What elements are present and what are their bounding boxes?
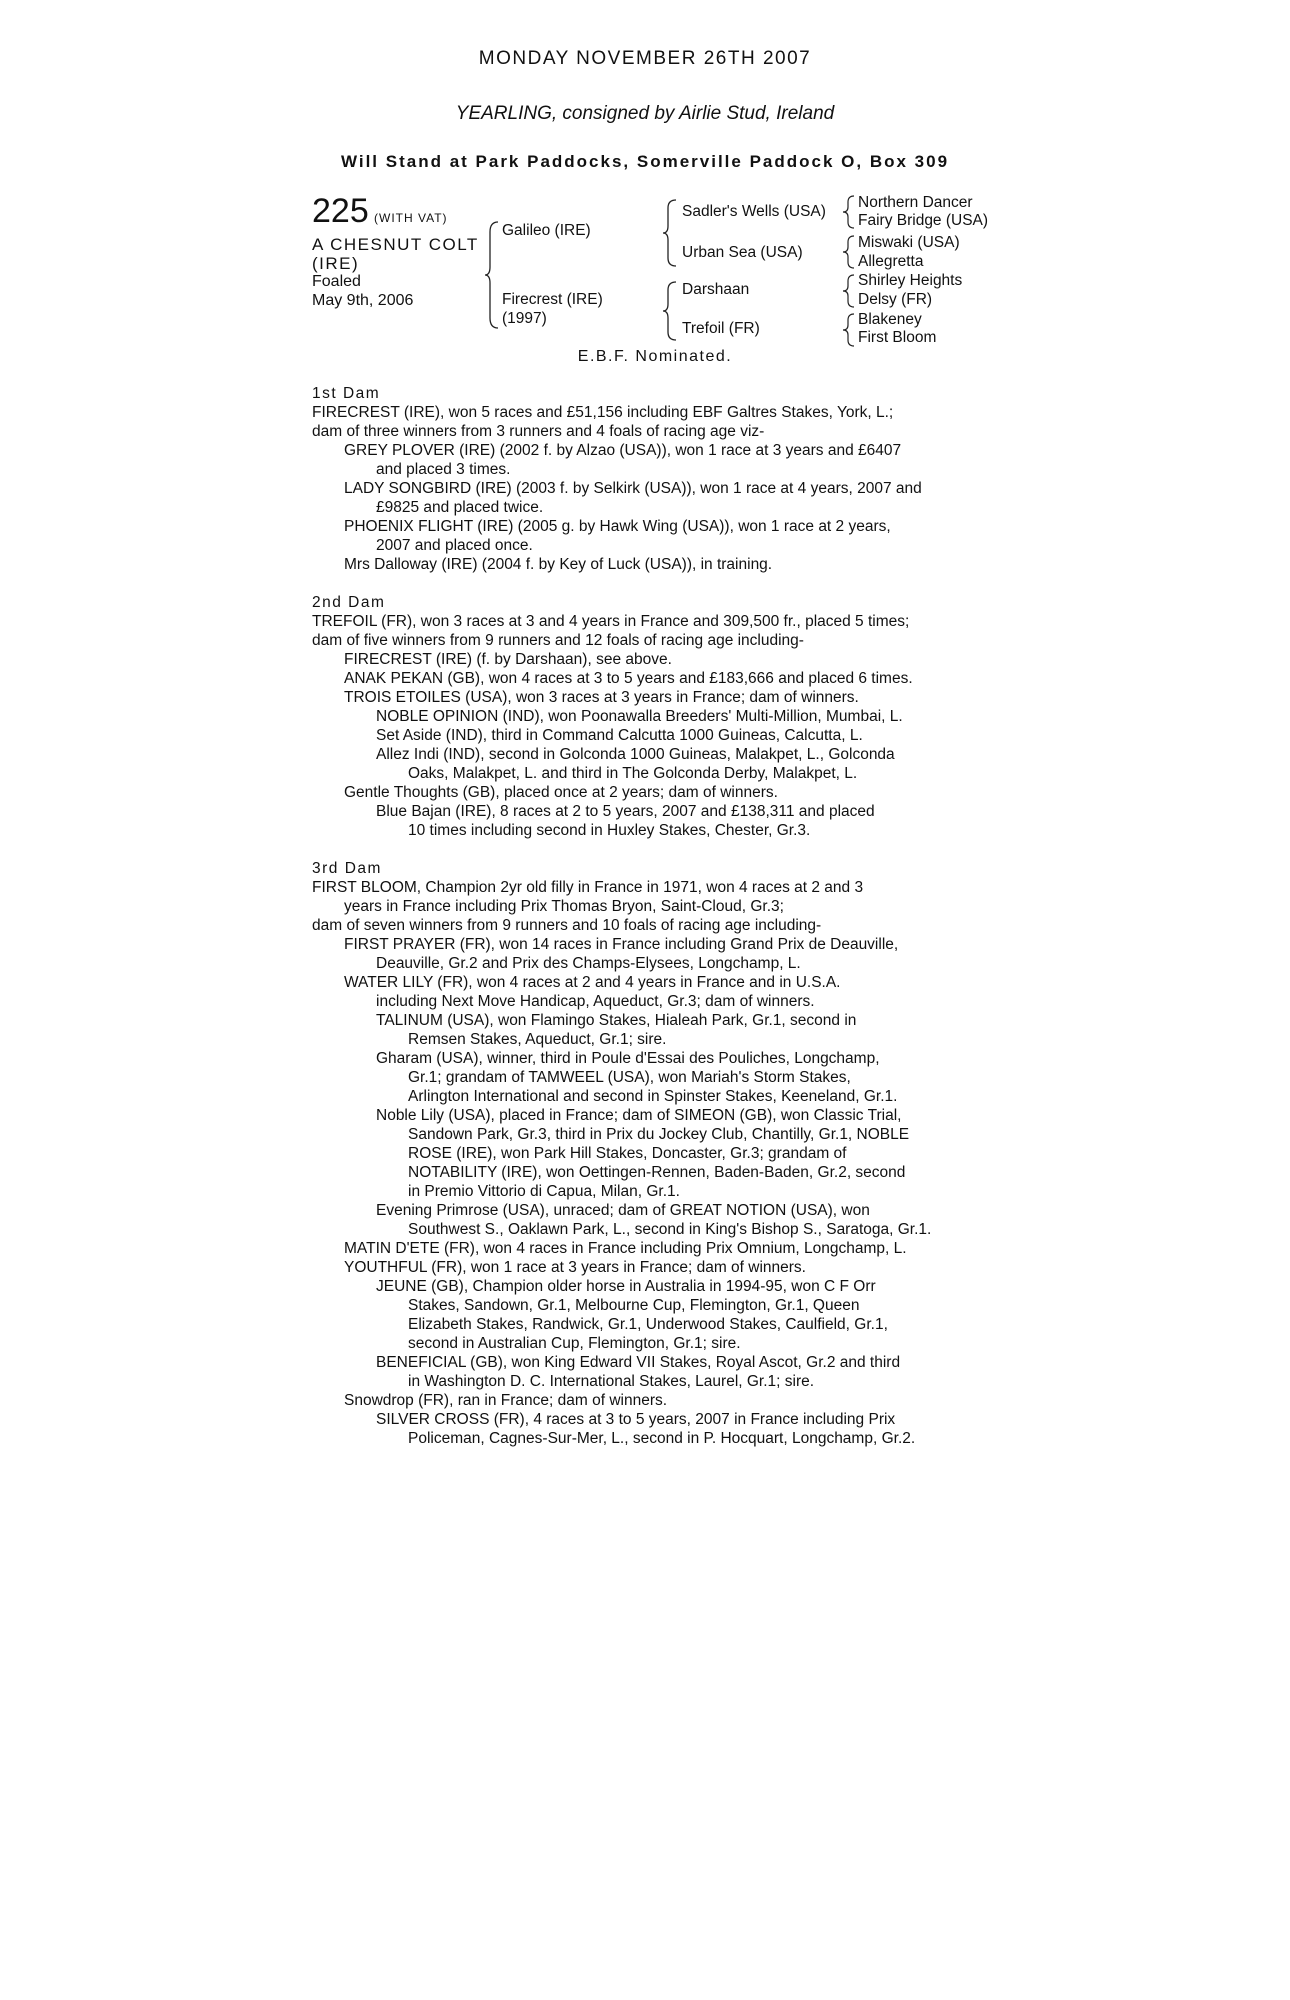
pedigree-line: £9825 and placed twice. xyxy=(376,499,544,516)
pedigree-line: NOTABILITY (IRE), won Oettingen-Rennen, Baden-Baden, Gr.2, second xyxy=(408,1164,906,1181)
pedigree-line: Stakes, Sandown, Gr.1, Melbourne Cup, Flemington, Gr.1, Queen xyxy=(408,1297,860,1314)
pedigree-line: Oaks, Malakpet, L. and third in The Golconda Derby, Malakpet, L. xyxy=(408,765,858,782)
pedigree-line: second in Australian Cup, Flemington, Gr.1; sire. xyxy=(408,1335,741,1352)
pedigree-line: Sandown Park, Gr.3, third in Prix du Jockey Club, Chantilly, Gr.1, NOBLE xyxy=(408,1126,910,1143)
pedigree-line: in Premio Vittorio di Capua, Milan, Gr.1. xyxy=(408,1183,680,1200)
pedigree-line: dam of three winners from 3 runners and 4 foals of racing age viz- xyxy=(312,423,765,440)
pedigree-line: dam of seven winners from 9 runners and 10 foals of racing age including- xyxy=(312,917,822,934)
pedigree-line: SILVER CROSS (FR), 4 races at 3 to 5 years, 2007 in France including Prix xyxy=(376,1411,896,1428)
dam-section-heading: 1st Dam xyxy=(312,385,381,402)
pedigree-line: Noble Lily (USA), placed in France; dam of SIMEON (GB), won Classic Trial, xyxy=(376,1107,902,1124)
pedigree-line: LADY SONGBIRD (IRE) (2003 f. by Selkirk (USA)), won 1 race at 4 years, 2007 and xyxy=(344,480,922,497)
dd-sire-name: Blakeney xyxy=(858,311,922,328)
sale-date: MONDAY NOVEMBER 26TH 2007 xyxy=(478,48,812,69)
foaled-label: Foaled xyxy=(312,273,361,290)
ds-sire-name: Shirley Heights xyxy=(858,272,963,289)
pedigree-line: ROSE (IRE), won Park Hill Stakes, Doncaster, Gr.3; grandam of xyxy=(408,1145,847,1162)
ss-sire-name: Northern Dancer xyxy=(858,194,973,211)
stand-location: Will Stand at Park Paddocks, Somerville Paddock O, Box 309 xyxy=(340,152,950,171)
pedigree-line: Deauville, Gr.2 and Prix des Champs-Elysees, Longchamp, L. xyxy=(376,955,801,972)
pedigree-line: Blue Bajan (IRE), 8 races at 2 to 5 years, 2007 and £138,311 and placed xyxy=(376,803,875,820)
pedigree-line: Mrs Dalloway (IRE) (2004 f. by Key of Luck (USA)), in training. xyxy=(344,556,773,573)
sire-sire-name: Sadler's Wells (USA) xyxy=(682,203,826,220)
spacer xyxy=(312,840,992,859)
pedigree-line: Remsen Stakes, Aqueduct, Gr.1; sire. xyxy=(408,1031,667,1048)
pedigree-line: including Next Move Handicap, Aqueduct, Gr.3; dam of winners. xyxy=(376,993,815,1010)
dam-section-heading: 2nd Dam xyxy=(312,594,386,611)
foaled-info xyxy=(312,272,413,310)
spacer xyxy=(312,574,992,593)
dd-dam-name: First Bloom xyxy=(858,329,937,346)
pedigree-line: Allez Indi (IND), second in Golconda 1000 Guineas, Malakpet, L., Golconda xyxy=(376,746,895,763)
foaled-date: May 9th, 2006 xyxy=(312,292,414,309)
pedigree-line: TROIS ETOILES (USA), won 3 races at 3 years in France; dam of winners. xyxy=(344,689,859,706)
sire-name: Galileo (IRE) xyxy=(502,222,591,239)
pedigree-line: Southwest S., Oaklawn Park, L., second in King's Bishop S., Saratoga, Gr.1. xyxy=(408,1221,932,1238)
pedigree-line: YOUTHFUL (FR), won 1 race at 3 years in France; dam of winners. xyxy=(344,1259,806,1276)
pedigree-line: Arlington International and second in Spinster Stakes, Keeneland, Gr.1. xyxy=(408,1088,898,1105)
produce-record xyxy=(312,384,992,1448)
pedigree-line: ANAK PEKAN (GB), won 4 races at 3 to 5 years and £183,666 and placed 6 times. xyxy=(344,670,913,687)
brace-sire-side xyxy=(662,198,678,268)
horse-line-2: (IRE) xyxy=(312,254,360,273)
dam-dam-name: Trefoil (FR) xyxy=(682,320,760,337)
ss-dam-name: Fairy Bridge (USA) xyxy=(858,212,989,229)
pedigree-line: TREFOIL (FR), won 3 races at 3 and 4 years in France and 309,500 fr., placed 5 times; xyxy=(312,613,910,630)
pedigree-line: 2007 and placed once. xyxy=(376,537,533,554)
pedigree-line: and placed 3 times. xyxy=(376,461,511,478)
pedigree-line: BENEFICIAL (GB), won King Edward VII Stakes, Royal Ascot, Gr.2 and third xyxy=(376,1354,901,1371)
pedigree-line: FIRST PRAYER (FR), won 14 races in France including Grand Prix de Deauville, xyxy=(344,936,899,953)
brace-gen3-3 xyxy=(840,273,856,309)
dam-sire-name: Darshaan xyxy=(682,281,750,298)
pedigree-line: in Washington D. C. International Stakes, Laurel, Gr.1; sire. xyxy=(408,1373,815,1390)
brace-dam-side xyxy=(662,280,678,342)
pedigree-line: JEUNE (GB), Champion older horse in Australia in 1994-95, won C F Orr xyxy=(376,1278,876,1295)
pedigree-line: MATIN D'ETE (FR), won 4 races in France including Prix Omnium, Longchamp, L. xyxy=(344,1240,907,1257)
pedigree-line: GREY PLOVER (IRE) (2002 f. by Alzao (USA)), won 1 race at 3 years and £6407 xyxy=(344,442,902,459)
vat-note: (WITH VAT) xyxy=(374,211,448,225)
pedigree-line: Elizabeth Stakes, Randwick, Gr.1, Underwood Stakes, Caulfield, Gr.1, xyxy=(408,1316,888,1333)
brace-gen3-1 xyxy=(840,194,856,230)
ds-dam-name: Delsy (FR) xyxy=(858,291,933,308)
pedigree-line: 10 times including second in Huxley Stakes, Chester, Gr.3. xyxy=(408,822,811,839)
pedigree-line: Evening Primrose (USA), unraced; dam of GREAT NOTION (USA), won xyxy=(376,1202,870,1219)
pedigree-line: dam of five winners from 9 runners and 12 foals of racing age including- xyxy=(312,632,804,649)
sire-dam-name: Urban Sea (USA) xyxy=(682,244,803,261)
pedigree-line: FIRECREST (IRE), won 5 races and £51,156 including EBF Galtres Stakes, York, L.; xyxy=(312,404,894,421)
sd-sire-name: Miswaki (USA) xyxy=(858,234,960,251)
brace-gen3-4 xyxy=(840,312,856,348)
dam-name-line-1: Firecrest (IRE) xyxy=(502,291,603,308)
pedigree-line: FIRST BLOOM, Champion 2yr old filly in France in 1971, won 4 races at 2 and 3 xyxy=(312,879,864,896)
pedigree-line: NOBLE OPINION (IND), won Poonawalla Breeders' Multi-Million, Mumbai, L. xyxy=(376,708,903,725)
pedigree-line: Set Aside (IND), third in Command Calcutta 1000 Guineas, Calcutta, L. xyxy=(376,727,863,744)
pedigree-line: years in France including Prix Thomas Bryon, Saint-Cloud, Gr.3; xyxy=(344,898,784,915)
pedigree-line: Policeman, Cagnes-Sur-Mer, L., second in P. Hocquart, Longchamp, Gr.2. xyxy=(408,1430,916,1447)
pedigree-line: TALINUM (USA), won Flamingo Stakes, Hialeah Park, Gr.1, second in xyxy=(376,1012,857,1029)
consignment-line: YEARLING, consigned by Airlie Stud, Ireland xyxy=(455,103,835,124)
dam-name-line-2: (1997) xyxy=(502,310,547,327)
pedigree-line: Gharam (USA), winner, third in Poule d'Essai des Pouliches, Longchamp, xyxy=(376,1050,880,1067)
pedigree-line: Snowdrop (FR), ran in France; dam of winners. xyxy=(344,1392,668,1409)
pedigree-line: Gentle Thoughts (GB), placed once at 2 years; dam of winners. xyxy=(344,784,778,801)
pedigree-line: Gr.1; grandam of TAMWEEL (USA), won Mariah's Storm Stakes, xyxy=(408,1069,851,1086)
horse-line-1: A CHESNUT COLT xyxy=(312,235,479,254)
pedigree-line: WATER LILY (FR), won 4 races at 2 and 4 years in France and in U.S.A. xyxy=(344,974,841,991)
brace-gen1 xyxy=(484,220,500,330)
pedigree-line: PHOENIX FLIGHT (IRE) (2005 g. by Hawk Wing (USA)), won 1 race at 2 years, xyxy=(344,518,891,535)
pedigree-line: FIRECREST (IRE) (f. by Darshaan), see above. xyxy=(344,651,672,668)
brace-gen3-2 xyxy=(840,234,856,270)
dam-section-heading: 3rd Dam xyxy=(312,860,382,877)
ebf-nominated: E.B.F. Nominated. xyxy=(577,348,733,365)
horse-description xyxy=(312,235,479,273)
lot-number: 225 xyxy=(312,192,369,230)
sd-dam-name: Allegretta xyxy=(858,253,924,270)
